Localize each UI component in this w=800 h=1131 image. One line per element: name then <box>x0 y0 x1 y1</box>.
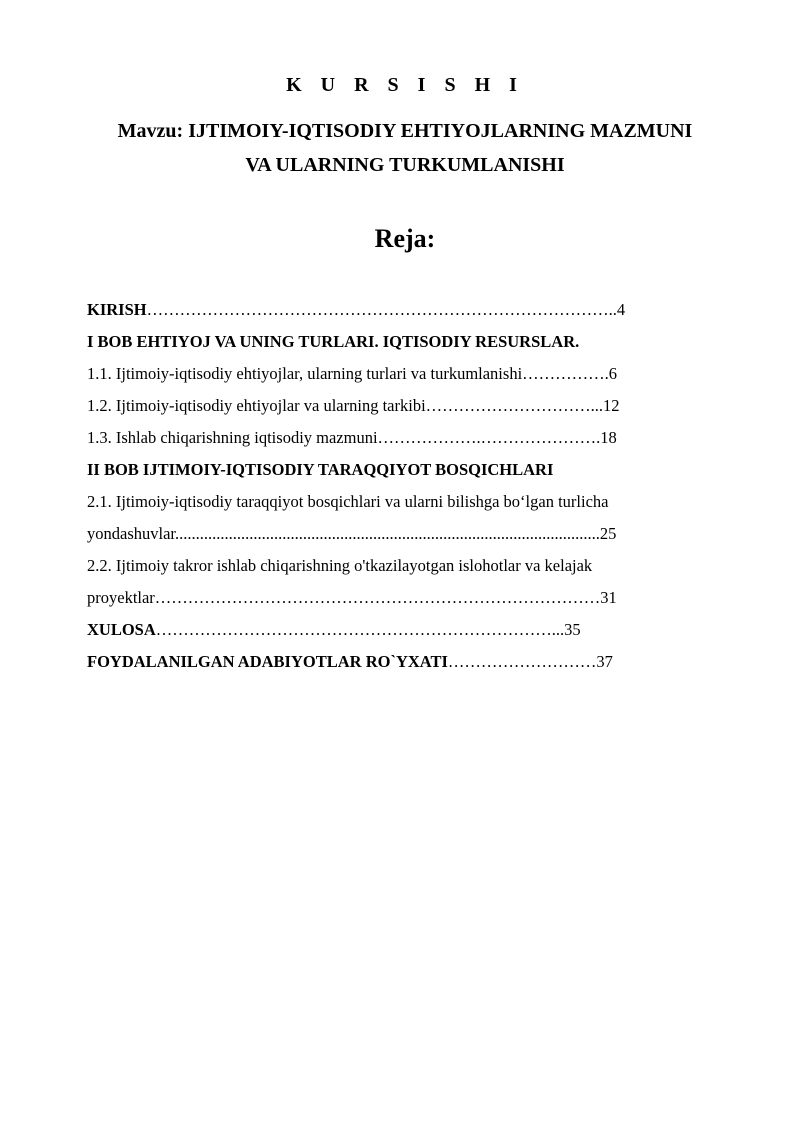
topic-heading <box>60 114 750 182</box>
toc-page-number: 4 <box>616 300 626 319</box>
toc-entry-2-2-line-1: 2.2. Ijtimoiy takror ishlab chiqarishning o'tkazilayotgan islohotlar va kelajak <box>87 556 593 575</box>
toc-chapter-1: I BOB EHTIYOJ VA UNING TURLARI. IQTISODIY RESURSLAR. <box>87 332 580 351</box>
toc-entry-1-2: 1.2. Ijtimoiy-iqtisodiy ehtiyojlar va ularning tarkibi…………………………...12 <box>87 396 620 415</box>
toc-entry-1-1: 1.1. Ijtimoiy-iqtisodiy ehtiyojlar, ularning turlari va turkumlanishi…………….6 <box>87 364 618 383</box>
topic-line-2: VA ULARNING TURKUMLANISHI <box>245 154 565 176</box>
toc-entry-kirish <box>87 294 707 326</box>
toc-page-number: 35 <box>564 620 581 639</box>
toc-entry-2-1-line-2: yondashuvlar.......................................................................................................25 <box>87 524 617 543</box>
toc-leader: ………………………………………………………………... <box>155 620 565 639</box>
table-of-contents <box>87 294 707 678</box>
toc-chapter-2: II BOB IJTIMOIY-IQTISODIY TARAQQIYOT BOSQICHLARI <box>87 460 554 479</box>
topic-line-1: Mavzu: IJTIMOIY-IQTISODIY EHTIYOJLARNING MAZMUNI <box>117 120 693 142</box>
toc-entry-2-2-line-2: proyektlar………………………………………………………………………31 <box>87 588 617 607</box>
toc-page-number: 37 <box>596 652 613 671</box>
toc-entry-xulosa <box>87 614 707 646</box>
toc-entry-1-3: 1.3. Ishlab chiqarishning iqtisodiy mazmuni……………….………………….18 <box>87 428 617 447</box>
toc-leader: ……………………… <box>447 652 597 671</box>
toc-entry-adabiyotlar <box>87 646 707 678</box>
toc-entry-title: XULOSA <box>87 620 156 639</box>
toc-entry-2-1-line-1: 2.1. Ijtimoiy-iqtisodiy taraqqiyot bosqichlari va ularni bilishga bo‘lgan turlicha <box>87 492 609 511</box>
work-type-heading: K U R S I S H I <box>286 74 524 96</box>
toc-entry-title: KIRISH <box>87 300 147 319</box>
plan-heading: Reja: <box>374 224 436 253</box>
toc-leader: ………………………………………………………………………….. <box>146 300 617 319</box>
toc-entry-title: FOYDALANILGAN ADABIYOTLAR RO`YXATI <box>87 652 448 671</box>
